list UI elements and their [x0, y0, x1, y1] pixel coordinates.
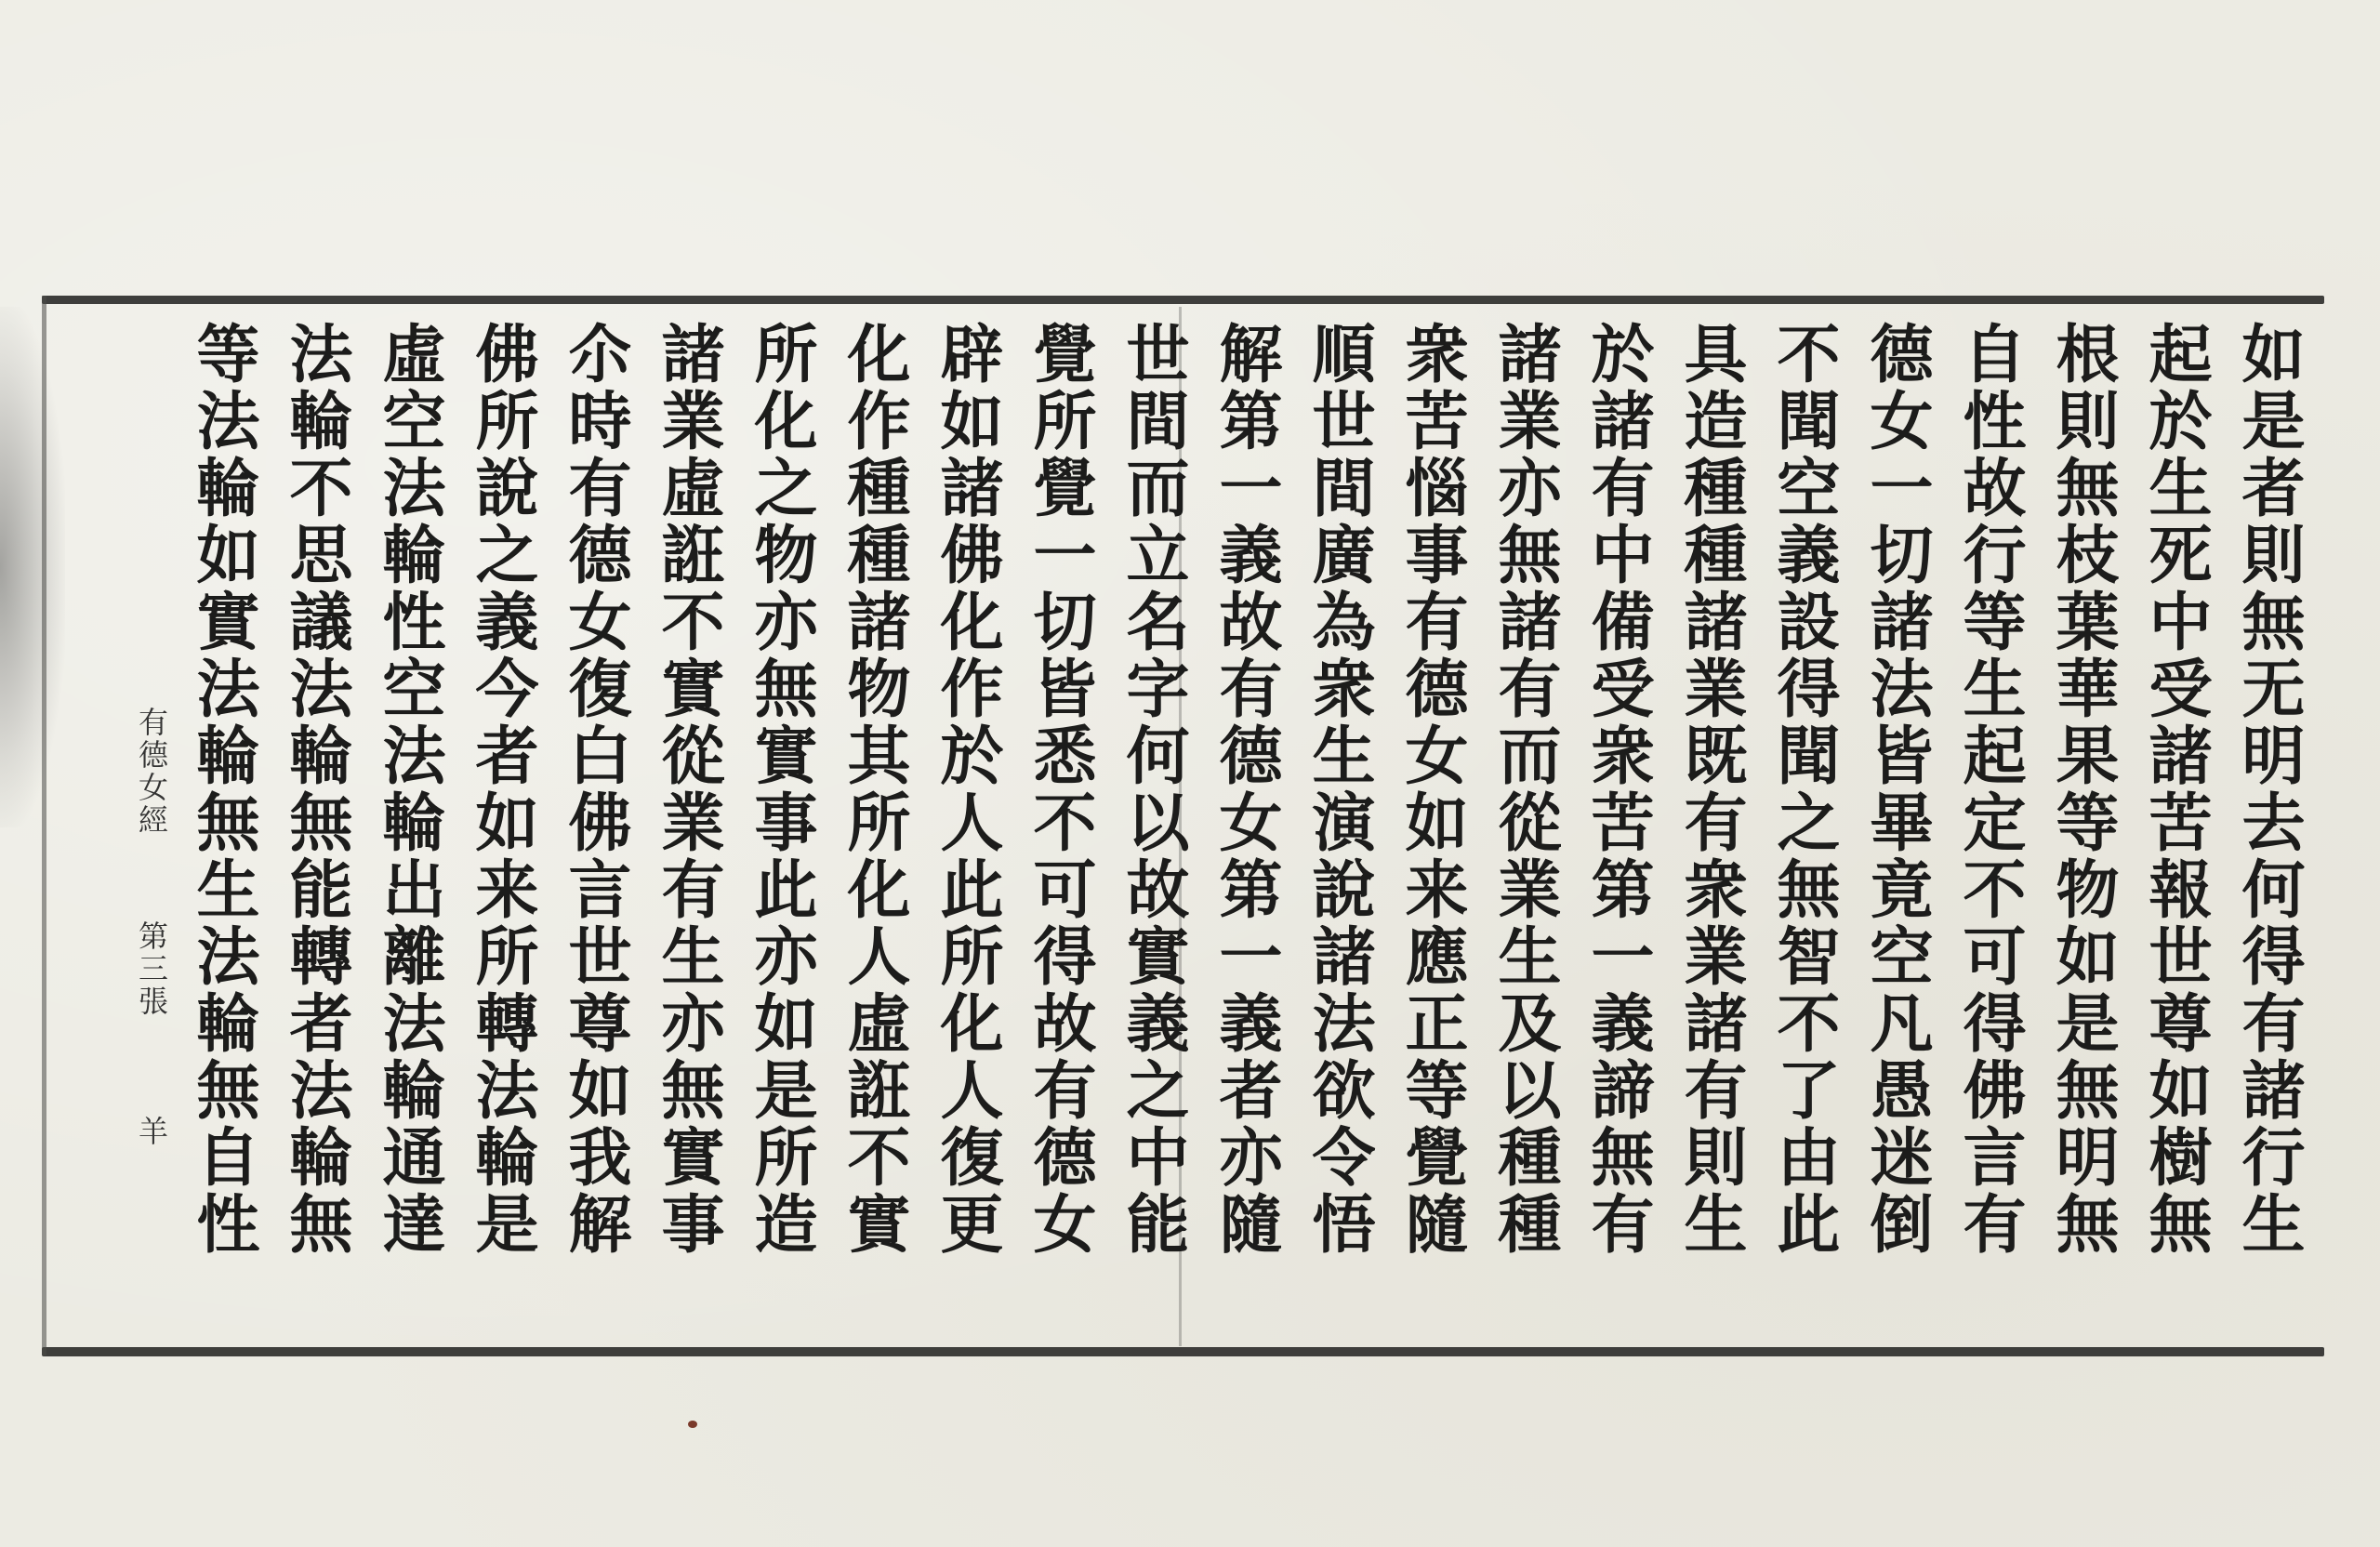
text-column-4: 自性故行等生起定不可得佛言有 — [1952, 321, 2027, 1258]
text-column-12: 解第一義故有德女第一義者亦隨 — [1209, 321, 1283, 1258]
text-column-1: 如是者則無无明去何得有諸行生 — [2231, 321, 2306, 1258]
text-column-19: 尒時有德女復白佛言世尊如我解 — [558, 321, 632, 1258]
text-column-9: 諸業亦無諸有而從業生及以種種 — [1488, 321, 1562, 1258]
text-column-2: 起於生死中受諸苦報世尊如樹無 — [2138, 321, 2213, 1258]
text-column-13: 世間而立名字何以故實義之中能 — [1116, 321, 1190, 1258]
text-column-5: 德女一切諸法皆畢竟空凡愚迷倒 — [1859, 321, 1934, 1258]
text-column-22: 法輪不思議法輪無能轉者法輪無 — [279, 321, 353, 1258]
text-column-18: 諸業虛誑不實從業有生亦無實事 — [651, 321, 725, 1258]
text-column-16: 化作種種諸物其所化人虛誑不實 — [837, 321, 911, 1258]
margin-note — [130, 707, 167, 1246]
text-column-6: 不聞空義設得聞之無智不了由此 — [1766, 321, 1841, 1258]
frame-left-border — [42, 296, 46, 1355]
text-column-8: 於諸有中備受衆苦第一義諦無有 — [1580, 321, 1655, 1258]
frame-top-border — [42, 296, 2324, 304]
text-column-15: 辟如諸佛化作於人此所化人復更 — [930, 321, 1004, 1258]
page-edge-shadow — [0, 307, 65, 827]
sutra-title: 有德女經 — [134, 707, 169, 837]
text-column-17: 所化之物亦無實事此亦如是所造 — [744, 321, 818, 1258]
block-mark: 羊 — [134, 1116, 169, 1145]
text-column-3: 根則無枝葉華果等物如是無明無 — [2045, 321, 2120, 1258]
text-column-21: 虛空法輪性空法輪出離法輪通達 — [372, 321, 446, 1258]
text-column-7: 具造種種諸業既有衆業諸有則生 — [1673, 321, 1748, 1258]
text-block — [130, 321, 2315, 1325]
text-column-10: 衆苦惱事有德女如来應正等覺隨 — [1395, 321, 1469, 1258]
sheet-number: 第三張 — [134, 920, 169, 1018]
text-column-11: 順世間廣為衆生演說諸法欲令悟 — [1302, 321, 1376, 1258]
text-column-20: 佛所說之義今者如来所轉法輪是 — [465, 321, 539, 1258]
text-column-23: 等法輪如實法輪無生法輪無自性 — [186, 321, 260, 1258]
frame-bottom-border — [42, 1347, 2324, 1356]
text-column-14: 覺所覺一切皆悉不可得故有德女 — [1023, 321, 1097, 1258]
ink-spot — [688, 1421, 697, 1428]
